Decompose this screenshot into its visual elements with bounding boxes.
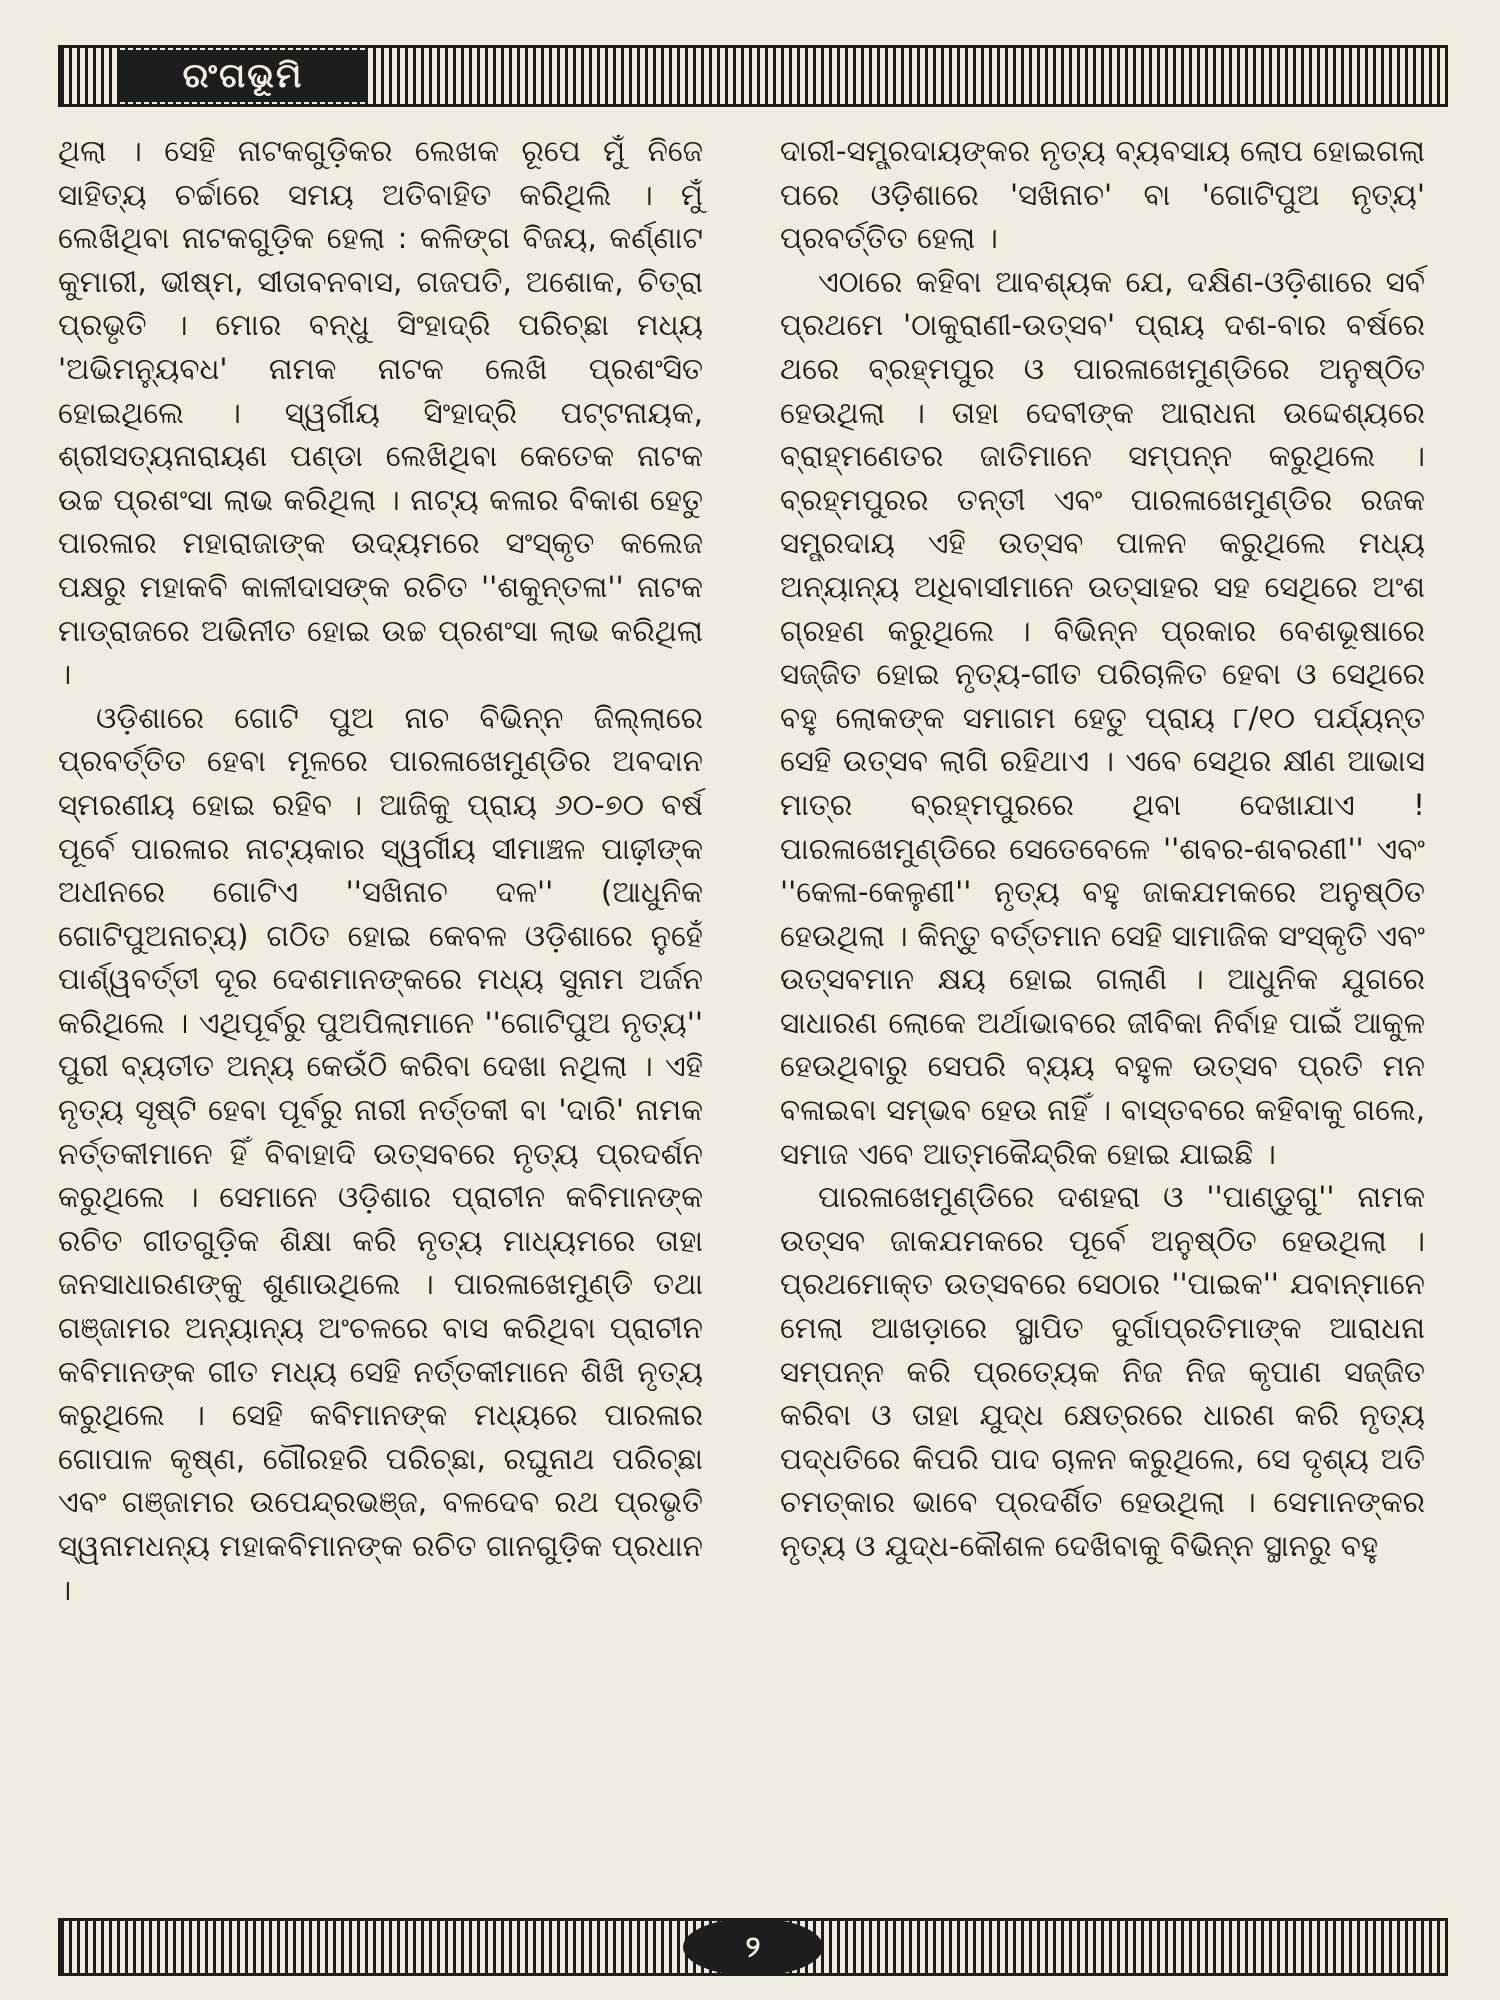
- right-column: [780, 130, 1425, 1569]
- paragraph: ଥିଲା । ସେହି ନାଟକଗୁଡ଼ିକର ଲେଖକ ରୂପେ ମୁଁ ନିଜେ ସାହିତ୍ୟ ଚର୍ଚ୍ଚାରେ ସମୟ ଅତିବାହିତ କରିଥିଲି । ମୁଁ ଲେଖିଥିବା ନାଟକଗୁଡ଼ିକ ହେଲା : କଳିଙ୍ଗ ବିଜୟ, କର୍ଣ୍ଣାଟ କୁମାରୀ, ଭୀଷ୍ମ, ସୀତାବନବାସ, ଗଜପତି, ଅଶୋକ, ଚିତ୍ରା ପ୍ରଭୃତି । ମୋର ବନ୍ଧୁ ସିଂହାଦ୍ରି ପରିଚ୍ଛା ମଧ୍ୟ 'ଅଭିମନ୍ୟୁବଧ' ନାମକ ନାଟକ ଲେଖି ପ୍ରଶଂସିତ ହୋଇଥିଲେ । ସ୍ୱର୍ଗୀୟ ସିଂହାଦ୍ରି ପଟ୍ଟନାୟକ, ଶ୍ରୀସତ୍ୟନାରାୟଣ ପଣ୍ଡା ଲେଖିଥିବା କେତେକ ନାଟକ ଉଚ୍ଚ ପ୍ରଶଂସା ଲାଭ କରିଥିଲା । ନାଟ୍ୟ କଳାର ବିକାଶ ହେତୁ ପାରଳାର ମହାରାଜାଙ୍କ ଉଦ୍ୟମରେ ସଂସ୍କୃତ କଲେଜ ପକ୍ଷରୁ ମହାକବି କାଳୀଦାସଙ୍କ ରଚିତ ''ଶକୁନ୍ତଳା'' ନାଟକ ମାଡ୍ରାଜରେ ଅଭିନୀତ ହୋଇ ଉଚ୍ଚ ପ୍ରଶଂସା ଲାଭ କରିଥିଲା ।: [58, 134, 703, 692]
- page-number: ୨: [683, 1918, 823, 1976]
- paragraph: ପାରଳାଖେମୁଣ୍ଡିରେ ଦଶହରା ଓ ''ପାଣ୍ଡୁଗୁ'' ନାମକ ଉତ୍ସବ ଜାକଯମକରେ ପୂର୍ବେ ଅନୁଷ୍ଠିତ ହେଉଥିଲା । ପ୍ରଥମୋକ୍ତ ଉତ୍ସବରେ ସେଠାର ''ପାଇକ'' ଯବାନ୍‌ମାନେ ମେଲା ଆଖଡ଼ାରେ ସ୍ଥାପିତ ଦୁର୍ଗାପ୍ରତିମାଙ୍କ ଆରାଧନା ସମ୍ପନ୍ନ କରି ପ୍ରତ୍ୟେକ ନିଜ ନିଜ କୃପାଣ ସଜ୍ଜିତ କରିବା ଓ ତାହା ଯୁଦ୍ଧ କ୍ଷେତ୍ରରେ ଧାରଣ କରି ନୃତ୍ୟ ପଦ୍ଧତିରେ କିପରି ପାଦ ଚାଳନ କରୁଥିଲେ, ସେ ଦୃଶ୍ୟ ଅତି ଚମତ୍କାର ଭାବେ ପ୍ରଦର୍ଶିତ ହେଉଥିଲା । ସେମାନଙ୍କର ନୃତ୍ୟ ଓ ଯୁଦ୍ଧ-କୌଶଳ ଦେଖିବାକୁ ବିଭିନ୍ନ ସ୍ଥାନରୁ ବହୁ: [780, 1180, 1425, 1563]
- paragraph: ଏଠାରେ କହିବା ଆବଶ୍ୟକ ଯେ, ଦକ୍ଷିଣ-ଓଡ଼ିଶାରେ ସର୍ବ ପ୍ରଥମେ 'ଠାକୁରାଣୀ-ଉତ୍ସବ' ପ୍ରାୟ ଦଶ-ବାର ବର୍ଷରେ ଥରେ ବ୍ରହ୍ମପୁର ଓ ପାରଳାଖେମୁଣ୍ଡିରେ ଅନୁଷ୍ଠିତ ହେଉଥିଲା । ତାହା ଦେବୀଙ୍କ ଆରାଧନା ଉଦ୍ଦେଶ୍ୟରେ ବ୍ରାହ୍ମଣେତର ଜାତିମାନେ ସମ୍ପନ୍ନ କରୁଥିଲେ । ବ୍ରହ୍ମପୁରର ତନ୍ତୀ ଏବଂ ପାରଳାଖେମୁଣ୍ଡିର ରଜକ ସମ୍ପ୍ରଦାୟ ଏହି ଉତ୍ସବ ପାଳନ କରୁଥିଲେ ମଧ୍ୟ ଅନ୍ୟାନ୍ୟ ଅଧିବାସୀମାନେ ଉତ୍ସାହର ସହ ସେଥିରେ ଅଂଶ ଗ୍ରହଣ କରୁଥିଲେ । ବିଭିନ୍ନ ପ୍ରକାର ବେଶଭୂଷାରେ ସଜ୍ଜିତ ହୋଇ ନୃତ୍ୟ-ଗୀତ ପରିଚାଳିତ ହେବା ଓ ସେଥିରେ ବହୁ ଲୋକଙ୍କ ସମାଗମ ହେତୁ ପ୍ରାୟ ୮/୧୦ ପର୍ଯ୍ୟନ୍ତ ସେହି ଉତ୍ସବ ଲାଗି ରହିଥାଏ । ଏବେ ସେଥିର କ୍ଷୀଣ ଆଭାସ ମାତ୍ର ବ୍ରହ୍ମପୁରରେ ଥିବା ଦେଖାଯାଏ ! ପାରଳାଖେମୁଣ୍ଡିରେ ସେତେବେଳେ ''ଶବର-ଶବରଣୀ'' ଏବଂ ''କେଳା-କେଳୁଣୀ'' ନୃତ୍ୟ ବହୁ ଜାକଯମକରେ ଅନୁଷ୍ଠିତ ହେଉଥିଲା । କିନ୍ତୁ ବର୍ତ୍ତମାନ ସେହି ସାମାଜିକ ସଂସ୍କୃତି ଏବଂ ଉତ୍ସବମାନ କ୍ଷୟ ହୋଇ ଗଲାଣି । ଆଧୁନିକ ଯୁଗରେ ସାଧାରଣ ଲୋକେ ଅର୍ଥାଭାବରେ ଜୀବିକା ନିର୍ବାହ ପାଇଁ ଆକୁଳ ହେଉଥିବାରୁ ସେପରି ବ୍ୟୟ ବହୁଳ ଉତ୍ସବ ପ୍ରତି ମନ ବଳାଇବା ସମ୍ଭବ ହେଉ ନାହିଁ । ବାସ୍ତବରେ କହିବାକୁ ଗଲେ, ସମାଜ ଏବେ ଆତ୍ମକୈନ୍ଦ୍ରିକ ହୋଇ ଯାଇଛି ।: [780, 264, 1425, 1171]
- left-column: [58, 130, 703, 1612]
- section-title: ରଂଗଭୂମି: [118, 50, 368, 102]
- paragraph: ଓଡ଼ିଶାରେ ଗୋଟି ପୁଅ ନାଚ ବିଭିନ୍ନ ଜିଲ୍ଲାରେ ପ୍ରବର୍ତ୍ତିତ ହେବା ମୂଳରେ ପାରଳାଖେମୁଣ୍ଡିର ଅବଦାନ ସ୍ମରଣୀୟ ହୋଇ ରହିବ । ଆଜିକୁ ପ୍ରାୟ ୬୦-୭୦ ବର୍ଷ ପୂର୍ବେ ପାରଳାର ନାଟ୍ୟକାର ସ୍ୱର୍ଗୀୟ ସୀମାଞ୍ଚଳ ପାଢ଼ୀଙ୍କ ଅଧୀନରେ ଗୋଟିଏ ''ସଖିନାଚ ଦଳ'' (ଆଧୁନିକ ଗୋଟିପୁଅନାଚ୍ୟ) ଗଠିତ ହୋଇ କେବଳ ଓଡ଼ିଶାରେ ନୁହେଁ ପାର୍ଶ୍ୱବର୍ତ୍ତୀ ଦୂର ଦେଶମାନଙ୍କରେ ମଧ୍ୟ ସୁନାମ ଅର୍ଜନ କରିଥିଲେ । ଏଥିପୂର୍ବରୁ ପୁଅପିଲାମାନେ ''ଗୋଟିପୁଅ ନୃତ୍ୟ'' ପୁରୀ ବ୍ୟତୀତ ଅନ୍ୟ କେଉଁଠି କରିବା ଦେଖା ନଥିଲା । ଏହି ନୃତ୍ୟ ସୃଷ୍ଟି ହେବା ପୂର୍ବରୁ ନାରୀ ନର୍ତ୍ତକୀ ବା 'ଦାରି' ନାମକ ନର୍ତ୍ତକୀମାନେ ହିଁ ବିବାହାଦି ଉତ୍ସବରେ ନୃତ୍ୟ ପ୍ରଦର୍ଶନ କରୁଥିଲେ । ସେମାନେ ଓଡ଼ିଶାର ପ୍ରାଚୀନ କବିମାନଙ୍କ ରଚିତ ଗୀତଗୁଡ଼ିକ ଶିକ୍ଷା କରି ନୃତ୍ୟ ମାଧ୍ୟମରେ ତାହା ଜନସାଧାରଣଙ୍କୁ ଶୁଣାଉଥିଲେ । ପାରଳାଖେମୁଣ୍ଡି ତଥା ଗଞ୍ଜାମର ଅନ୍ୟାନ୍ୟ ଅଂଚଳରେ ବାସ କରିଥିବା ପ୍ରାଚୀନ କବିମାନଙ୍କ ଗୀତ ମଧ୍ୟ ସେହି ନର୍ତ୍ତକୀମାନେ ଶିଖି ନୃତ୍ୟ କରୁଥିଲେ । ସେହି କବିମାନଙ୍କ ମଧ୍ୟରେ ପାରଳାର ଗୋପାଳ କୃଷ୍ଣ, ଗୌରହରି ପରିଚ୍ଛା, ରଘୁନାଥ ପରିଚ୍ଛା ଏବଂ ଗଞ୍ଜାମର ଉପେନ୍ଦ୍ରଭଞ୍ଜ, ବଳଦେବ ରଥ ପ୍ରଭୃତି ସ୍ୱନାମଧନ୍ୟ ମହାକବିମାନଙ୍କ ରଚିତ ଗାନଗୁଡ଼ିକ ପ୍ରଧାନ ।: [58, 700, 703, 1607]
- paragraph: ଦାରୀ-ସମ୍ପ୍ରଦାୟଙ୍କର ନୃତ୍ୟ ବ୍ୟବସାୟ ଲୋପ ହୋଇଗଲା ପରେ ଓଡ଼ିଶାରେ 'ସଖିନାଚ' ବା 'ଗୋଟିପୁଅ ନୃତ୍ୟ' ପ୍ରବର୍ତ୍ତିତ ହେଲା ।: [780, 134, 1425, 256]
